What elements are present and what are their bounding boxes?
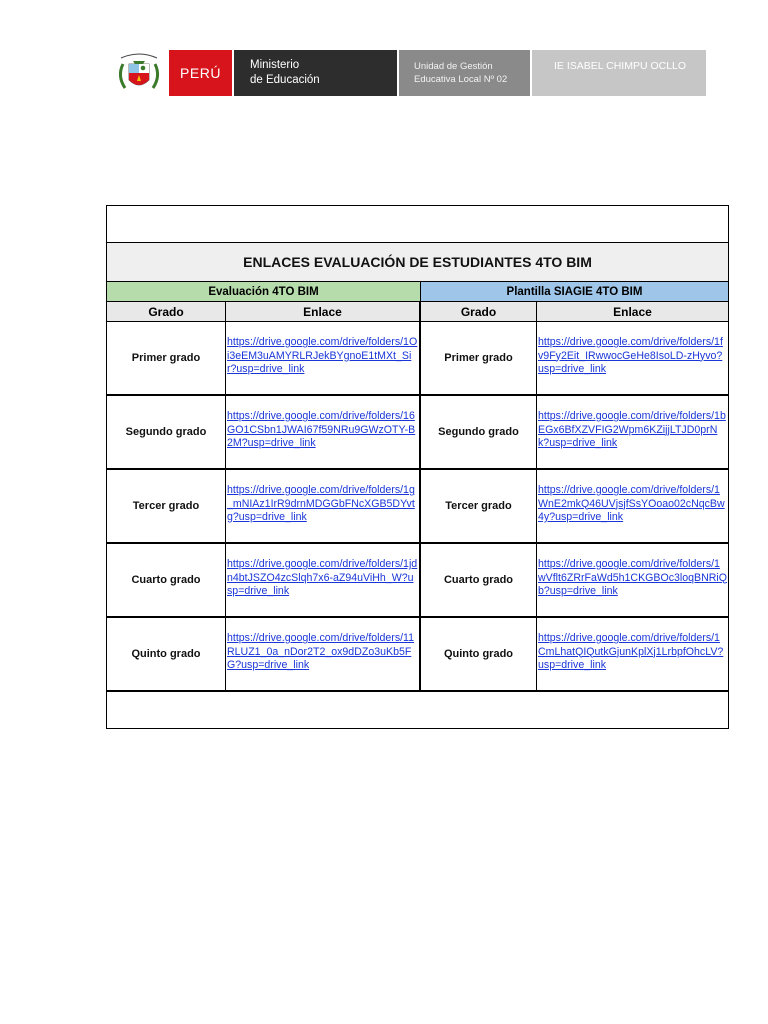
grade-cell: Quinto grado	[107, 618, 226, 690]
links-table	[106, 205, 729, 729]
group-header-row	[107, 282, 728, 302]
grade-cell: Cuarto grado	[421, 544, 537, 616]
group-evaluacion-header: Evaluación 4TO BIM	[107, 282, 421, 301]
grade-cell: Segundo grado	[421, 396, 537, 468]
table-body	[107, 322, 728, 692]
ugel-label	[399, 50, 530, 96]
plantilla-link[interactable]: https://drive.google.com/drive/folders/1WnE2mkQ46UVjsjfSsYOoao02cNqcBw4y?usp=drive_link	[538, 484, 725, 523]
evaluacion-link[interactable]: https://drive.google.com/drive/folders/1Oi3eEM3uAMYRLRJekBYgnoE1tMXt_Sir?usp=drive_link	[226, 322, 421, 394]
table-title: ENLACES EVALUACIÓN DE ESTUDIANTES 4TO BIM	[107, 243, 728, 282]
ministry-line-1: Ministerio	[250, 59, 300, 71]
evaluacion-link[interactable]: https://drive.google.com/drive/folders/16GO1CSbn1JWAI67f59NRu9GWzOTY-B2M?usp=drive_link	[226, 396, 421, 468]
plantilla-link[interactable]: https://drive.google.com/drive/folders/1CmLhatQIQutkGjunKplXj1LrbpfOhcLV?usp=drive_link	[538, 632, 724, 671]
col-header-grado: Grado	[107, 302, 226, 321]
header-banner	[109, 50, 706, 96]
ministry-label	[234, 50, 397, 96]
table-row	[107, 544, 728, 618]
column-header-row	[107, 302, 728, 322]
grade-cell: Primer grado	[421, 322, 537, 394]
peru-label: PERÚ	[169, 50, 232, 96]
coat-of-arms-icon	[113, 50, 165, 96]
plantilla-link[interactable]: https://drive.google.com/drive/folders/1wVflt6ZRrFaWd5h1CKGBOc3loqBNRiQb?usp=drive_link	[538, 558, 727, 597]
blank-row-top	[107, 206, 728, 243]
table-row	[107, 618, 728, 692]
evaluacion-link[interactable]: https://drive.google.com/drive/folders/11RLUZ1_0a_nDor2T2_ox9dDZo3uKb5FG?usp=drive_link	[226, 618, 421, 690]
grade-cell: Primer grado	[107, 322, 226, 394]
grade-cell: Quinto grado	[421, 618, 537, 690]
evaluacion-link[interactable]: https://drive.google.com/drive/folders/1g_mNIAz1IrR9drnMDGGbFNcXGB5DYvtg?usp=drive_link	[226, 470, 421, 542]
table-row	[107, 470, 728, 544]
grade-cell: Tercer grado	[107, 470, 226, 542]
grade-cell: Cuarto grado	[107, 544, 226, 616]
col-header-enlace-2: Enlace	[613, 304, 652, 319]
school-label: IE ISABEL CHIMPU OCLLO	[532, 50, 706, 96]
ugel-line-1: Unidad de Gestión	[414, 61, 493, 72]
col-header-grado-2: Grado	[421, 302, 537, 321]
table-row	[107, 396, 728, 470]
plantilla-link[interactable]: https://drive.google.com/drive/folders/1fv9Fy2Eit_IRwwocGeHe8IsoLD-zHyvo?usp=drive_link	[538, 336, 723, 375]
table-row	[107, 322, 728, 396]
plantilla-link[interactable]: https://drive.google.com/drive/folders/1bEGx6BfXZVFIG2Wpm6KZijjLTJD0prNk?usp=drive_link	[538, 410, 726, 449]
blank-row-bottom	[107, 692, 728, 728]
peru-seal	[109, 50, 169, 96]
evaluacion-link[interactable]: https://drive.google.com/drive/folders/1jdn4btJSZO4zcSlqh7x6-aZ94uViHh_W?usp=drive_link	[226, 544, 421, 616]
ugel-line-2: Educativa Local Nº 02	[414, 74, 508, 85]
col-header-enlace: Enlace	[226, 302, 421, 321]
grade-cell: Tercer grado	[421, 470, 537, 542]
ministry-line-2: de Educación	[250, 74, 320, 86]
grade-cell: Segundo grado	[107, 396, 226, 468]
group-plantilla-header: Plantilla SIAGIE 4TO BIM	[421, 282, 728, 301]
